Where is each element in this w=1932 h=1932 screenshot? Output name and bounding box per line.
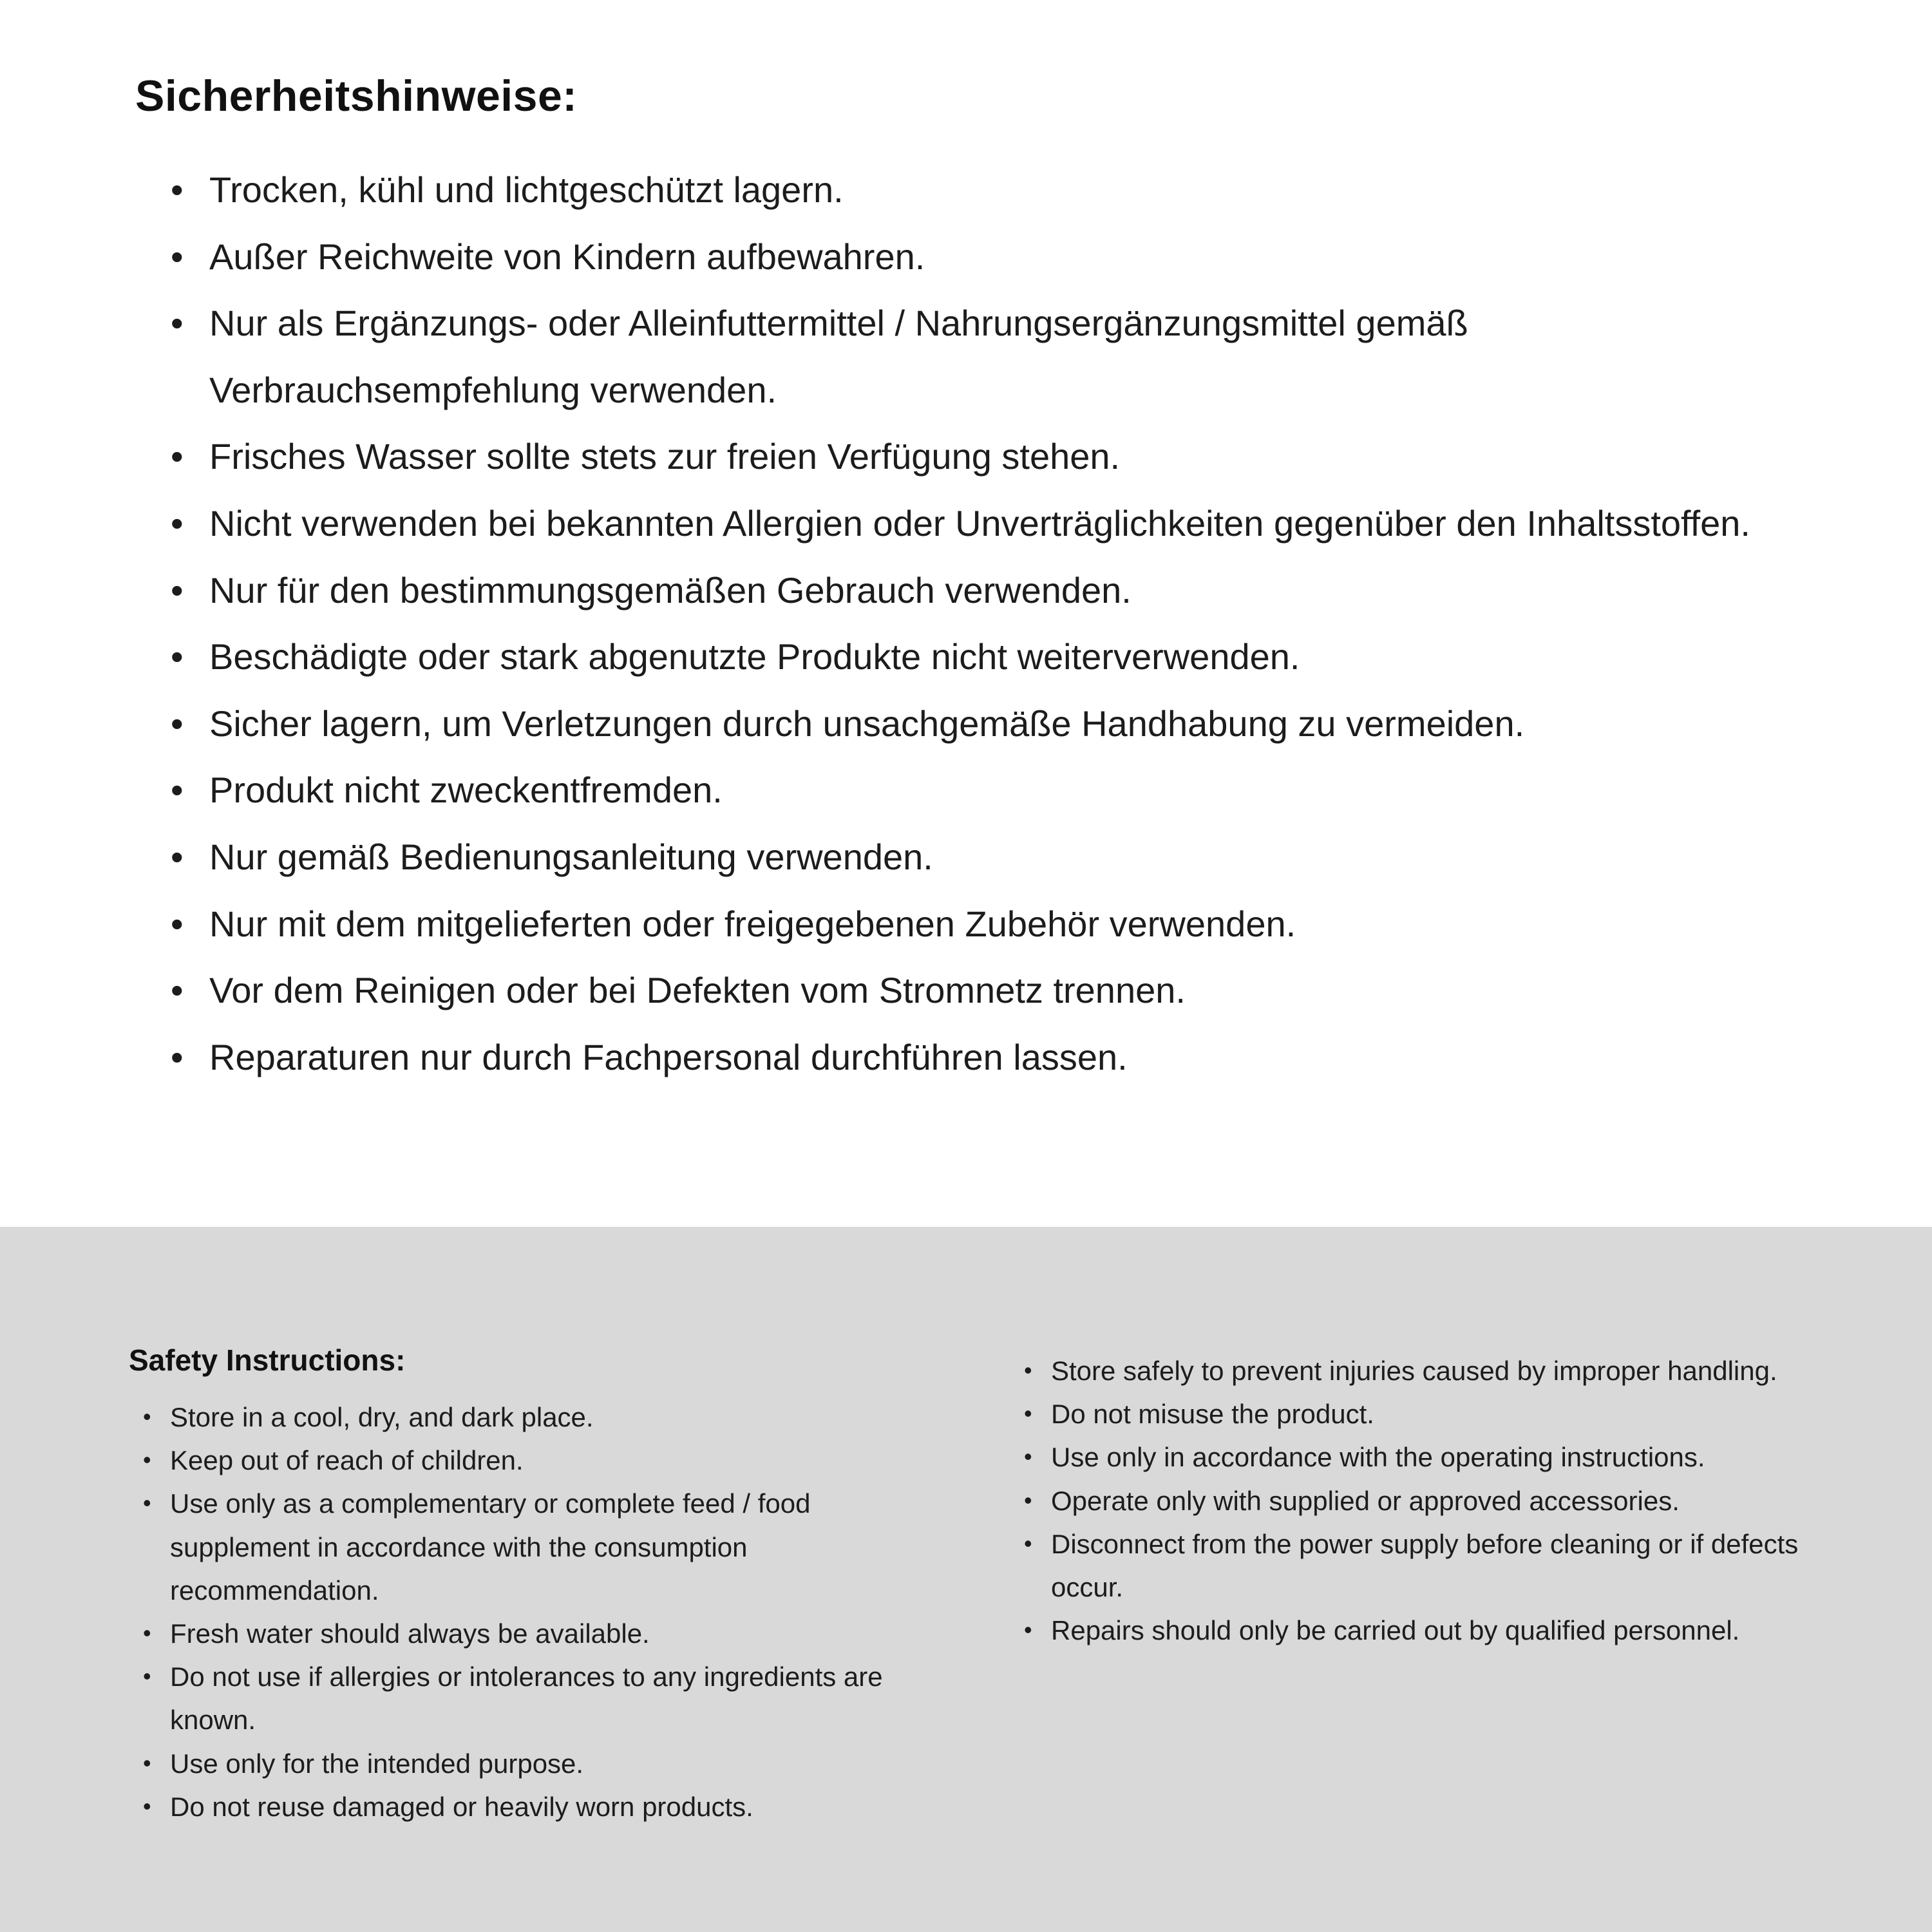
list-item: • Do not misuse the product. bbox=[1024, 1392, 1803, 1435]
list-item: • Reparaturen nur durch Fachpersonal durchführen lassen. bbox=[171, 1024, 1823, 1091]
list-item: • Operate only with supplied or approved accessories. bbox=[1024, 1479, 1803, 1522]
list-item: • Beschädigte oder stark abgenutzte Produkte nicht weiterverwenden. bbox=[171, 623, 1823, 690]
list-item: • Store in a cool, dry, and dark place. bbox=[143, 1396, 908, 1439]
list-item: • Use only as a complementary or complete feed / food supplement in accordance with the consumption recommendation. bbox=[143, 1482, 908, 1612]
list-item: • Nur als Ergänzungs- oder Alleinfuttermittel / Nahrungsergänzungsmittel gemäß Verbrauchsempfehlung verwenden. bbox=[171, 290, 1823, 423]
list-item: • Disconnect from the power supply before cleaning or if defects occur. bbox=[1024, 1522, 1803, 1609]
list-item: • Nur für den bestimmungsgemäßen Gebrauch verwenden. bbox=[171, 557, 1823, 624]
list-item: • Use only for the intended purpose. bbox=[143, 1742, 908, 1785]
english-safety-section bbox=[0, 1227, 1932, 1932]
list-item: • Vor dem Reinigen oder bei Defekten vom Stromnetz trennen. bbox=[171, 957, 1823, 1024]
list-item: • Außer Reichweite von Kindern aufbewahren. bbox=[171, 223, 1823, 290]
list-item: • Use only in accordance with the operating instructions. bbox=[1024, 1435, 1803, 1479]
english-heading: Safety Instructions: bbox=[129, 1343, 406, 1377]
list-item: • Nicht verwenden bei bekannten Allergien oder Unverträglichkeiten gegenüber den Inhaltsstoffen. bbox=[171, 490, 1823, 557]
list-item: • Sicher lagern, um Verletzungen durch unsachgemäße Handhabung zu vermeiden. bbox=[171, 690, 1823, 757]
list-item: • Nur gemäß Bedienungsanleitung verwenden. bbox=[171, 824, 1823, 891]
list-item: • Do not reuse damaged or heavily worn products. bbox=[143, 1785, 908, 1828]
list-item: • Store safely to prevent injuries caused by improper handling. bbox=[1024, 1349, 1803, 1392]
list-item: • Do not use if allergies or intolerances to any ingredients are known. bbox=[143, 1655, 908, 1741]
list-item: • Frisches Wasser sollte stets zur freien Verfügung stehen. bbox=[171, 423, 1823, 490]
list-item: • Trocken, kühl und lichtgeschützt lagern. bbox=[171, 156, 1823, 223]
list-item: • Produkt nicht zweckentfremden. bbox=[171, 757, 1823, 824]
english-left-column bbox=[129, 1343, 908, 1932]
english-safety-list-right bbox=[1024, 1349, 1803, 1652]
german-safety-list bbox=[171, 156, 1823, 1090]
english-safety-list-left bbox=[143, 1396, 908, 1828]
list-item: • Fresh water should always be available. bbox=[143, 1612, 908, 1655]
german-heading: Sicherheitshinweise: bbox=[135, 71, 578, 120]
list-item: • Repairs should only be carried out by qualified personnel. bbox=[1024, 1609, 1803, 1652]
english-right-column bbox=[1024, 1343, 1803, 1932]
list-item: • Nur mit dem mitgelieferten oder freigegebenen Zubehör verwenden. bbox=[171, 891, 1823, 958]
list-item: • Keep out of reach of children. bbox=[143, 1439, 908, 1482]
